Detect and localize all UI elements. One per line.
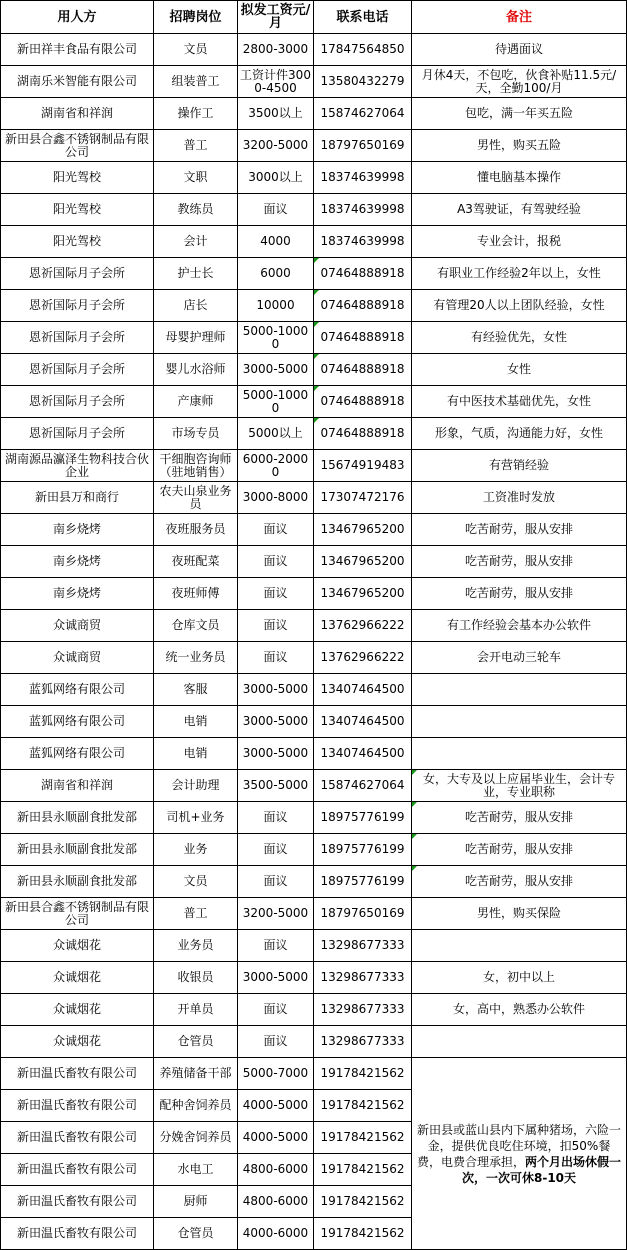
cell-employer: 众诚烟花	[1, 930, 154, 962]
table-row	[1, 898, 627, 930]
table-row	[1, 866, 627, 898]
cell-salary: 3000-5000	[238, 738, 314, 770]
header-row	[1, 1, 627, 34]
table-row	[1, 514, 627, 546]
cell-position: 文员	[154, 866, 238, 898]
cell-employer: 新田县永顺副食批发部	[1, 834, 154, 866]
cell-employer: 新田温氏畜牧有限公司	[1, 1058, 154, 1090]
table-row	[1, 834, 627, 866]
cell-salary: 5000-10000	[238, 322, 314, 354]
cell-employer: 新田县永顺副食批发部	[1, 802, 154, 834]
cell-salary: 3200-5000	[238, 130, 314, 162]
cell-phone: 18797650169	[314, 130, 412, 162]
cell-position: 普工	[154, 898, 238, 930]
cell-note: A3驾驶证，有驾驶经验	[412, 194, 627, 226]
cell-position: 夜班师傅	[154, 578, 238, 610]
cell-position: 产康师	[154, 386, 238, 418]
cell-employer: 新田祥丰食品有限公司	[1, 34, 154, 66]
cell-position: 市场专员	[154, 418, 238, 450]
cell-employer: 蓝狐网络有限公司	[1, 738, 154, 770]
cell-phone: 07464888918	[314, 354, 412, 386]
cell-position: 司机+业务	[154, 802, 238, 834]
cell-note	[412, 738, 627, 770]
cell-employer: 阳光驾校	[1, 194, 154, 226]
cell-salary: 面议	[238, 578, 314, 610]
table-row	[1, 98, 627, 130]
table-row	[1, 738, 627, 770]
cell-phone: 19178421562	[314, 1090, 412, 1122]
cell-note: 男性，购买五险	[412, 130, 627, 162]
header-phone: 联系电话	[314, 1, 412, 34]
table-row	[1, 194, 627, 226]
cell-salary: 5000-10000	[238, 386, 314, 418]
table-body	[1, 34, 627, 1250]
cell-position: 统一业务员	[154, 642, 238, 674]
cell-phone: 13580432279	[314, 66, 412, 98]
cell-phone: 18374639998	[314, 194, 412, 226]
cell-position: 婴儿水浴师	[154, 354, 238, 386]
cell-salary: 3000-5000	[238, 962, 314, 994]
cell-employer: 南乡烧烤	[1, 546, 154, 578]
cell-salary: 面议	[238, 834, 314, 866]
cell-position: 水电工	[154, 1154, 238, 1186]
cell-phone: 13467965200	[314, 546, 412, 578]
cell-phone: 19178421562	[314, 1218, 412, 1250]
table-row	[1, 482, 627, 514]
cell-note: 女，高中，熟悉办公软件	[412, 994, 627, 1026]
cell-employer: 湖南源品瀛泽生物科技合伙企业	[1, 450, 154, 482]
table-row	[1, 802, 627, 834]
cell-phone: 13762966222	[314, 642, 412, 674]
header-employer: 用人方	[1, 1, 154, 34]
cell-position: 夜班服务员	[154, 514, 238, 546]
cell-phone: 18374639998	[314, 226, 412, 258]
cell-note	[412, 1026, 627, 1058]
table-row	[1, 546, 627, 578]
cell-position: 业务员	[154, 930, 238, 962]
cell-employer: 湖南省和祥润	[1, 98, 154, 130]
cell-phone: 07464888918	[314, 290, 412, 322]
cell-position: 护士长	[154, 258, 238, 290]
cell-employer: 蓝狐网络有限公司	[1, 674, 154, 706]
cell-salary: 3000以上	[238, 162, 314, 194]
table-row	[1, 34, 627, 66]
cell-employer: 湖南省和祥润	[1, 770, 154, 802]
cell-phone: 18374639998	[314, 162, 412, 194]
cell-employer: 新田县合鑫不锈钢制品有限公司	[1, 898, 154, 930]
cell-employer: 新田县合鑫不锈钢制品有限公司	[1, 130, 154, 162]
cell-position: 仓管员	[154, 1026, 238, 1058]
cell-note: 月休4天，不包吃，伙食补贴11.5元/天，全勤100/月	[412, 66, 627, 98]
cell-phone: 13762966222	[314, 610, 412, 642]
cell-employer: 新田温氏畜牧有限公司	[1, 1186, 154, 1218]
cell-salary: 2800-3000	[238, 34, 314, 66]
cell-phone: 13298677333	[314, 930, 412, 962]
cell-note: 吃苦耐劳，服从安排	[412, 546, 627, 578]
cell-salary: 6000-20000	[238, 450, 314, 482]
cell-salary: 6000	[238, 258, 314, 290]
cell-position: 文职	[154, 162, 238, 194]
cell-salary: 5000以上	[238, 418, 314, 450]
cell-employer: 新田县永顺副食批发部	[1, 866, 154, 898]
cell-note: 工资准时发放	[412, 482, 627, 514]
cell-note: 吃苦耐劳，服从安排	[412, 514, 627, 546]
cell-salary: 面议	[238, 1026, 314, 1058]
cell-position: 电销	[154, 706, 238, 738]
cell-salary: 4800-6000	[238, 1186, 314, 1218]
cell-salary: 面议	[238, 866, 314, 898]
cell-salary: 10000	[238, 290, 314, 322]
cell-phone: 13467965200	[314, 578, 412, 610]
cell-phone: 13467965200	[314, 514, 412, 546]
cell-employer: 新田温氏畜牧有限公司	[1, 1122, 154, 1154]
table-row	[1, 770, 627, 802]
cell-note: 吃苦耐劳，服从安排	[412, 866, 627, 898]
cell-employer: 南乡烧烤	[1, 578, 154, 610]
cell-phone: 19178421562	[314, 1122, 412, 1154]
cell-salary: 5000-7000	[238, 1058, 314, 1090]
cell-salary: 3000-5000	[238, 354, 314, 386]
cell-position: 教练员	[154, 194, 238, 226]
cell-phone: 18797650169	[314, 898, 412, 930]
cell-phone: 07464888918	[314, 322, 412, 354]
table-row	[1, 1026, 627, 1058]
table-row	[1, 930, 627, 962]
cell-position: 干细胞咨询师（驻地销售）	[154, 450, 238, 482]
cell-phone: 13298677333	[314, 994, 412, 1026]
table-row	[1, 642, 627, 674]
table-row	[1, 994, 627, 1026]
merged-note-bold-text: 两个月出场休假一次，一次可休8-10天	[461, 1154, 622, 1185]
cell-position: 会计助理	[154, 770, 238, 802]
cell-salary: 面议	[238, 610, 314, 642]
cell-position: 仓管员	[154, 1218, 238, 1250]
table-row	[1, 258, 627, 290]
cell-salary: 4000-5000	[238, 1122, 314, 1154]
cell-employer: 阳光驾校	[1, 226, 154, 258]
cell-employer: 恩祈国际月子会所	[1, 290, 154, 322]
cell-phone: 07464888918	[314, 258, 412, 290]
cell-employer: 南乡烧烤	[1, 514, 154, 546]
cell-phone: 19178421562	[314, 1154, 412, 1186]
cell-position: 配种舍饲养员	[154, 1090, 238, 1122]
cell-note: 待遇面议	[412, 34, 627, 66]
cell-employer: 新田县万和商行	[1, 482, 154, 514]
cell-position: 文员	[154, 34, 238, 66]
cell-note: 形象，气质，沟通能力好，女性	[412, 418, 627, 450]
cell-note: 会开电动三轮车	[412, 642, 627, 674]
cell-phone: 15874627064	[314, 98, 412, 130]
cell-note-merged	[412, 1058, 627, 1250]
cell-employer: 蓝狐网络有限公司	[1, 706, 154, 738]
cell-employer: 众诚烟花	[1, 1026, 154, 1058]
cell-note	[412, 930, 627, 962]
cell-phone: 19178421562	[314, 1058, 412, 1090]
cell-salary: 面议	[238, 802, 314, 834]
cell-employer: 新田温氏畜牧有限公司	[1, 1218, 154, 1250]
cell-position: 普工	[154, 130, 238, 162]
cell-position: 开单员	[154, 994, 238, 1026]
header-note: 备注	[412, 1, 627, 34]
cell-position: 业务	[154, 834, 238, 866]
cell-salary: 面议	[238, 642, 314, 674]
cell-employer: 众诚商贸	[1, 610, 154, 642]
cell-position: 仓库文员	[154, 610, 238, 642]
cell-employer: 众诚烟花	[1, 994, 154, 1026]
cell-phone: 18975776199	[314, 866, 412, 898]
table-row	[1, 674, 627, 706]
cell-note: 包吃，满一年买五险	[412, 98, 627, 130]
cell-note	[412, 706, 627, 738]
cell-salary: 4000-6000	[238, 1218, 314, 1250]
table-row	[1, 706, 627, 738]
table-row	[1, 226, 627, 258]
cell-position: 店长	[154, 290, 238, 322]
table-row	[1, 290, 627, 322]
table-row	[1, 66, 627, 98]
cell-salary: 面议	[238, 514, 314, 546]
table-row	[1, 1058, 627, 1090]
cell-phone: 17307472176	[314, 482, 412, 514]
cell-employer: 湖南乐米智能有限公司	[1, 66, 154, 98]
cell-employer: 恩祈国际月子会所	[1, 418, 154, 450]
cell-phone: 13298677333	[314, 1026, 412, 1058]
cell-salary: 3500以上	[238, 98, 314, 130]
merged-note-text: 新田县或蓝山县内下属种猪场，六险一金，提供优良吃住环境，扣50%餐费，电费合理承担，	[416, 1122, 621, 1169]
table-row	[1, 578, 627, 610]
cell-salary: 4000	[238, 226, 314, 258]
cell-phone: 13298677333	[314, 962, 412, 994]
table-row	[1, 354, 627, 386]
cell-phone: 15674919483	[314, 450, 412, 482]
cell-salary: 工资计件3000-4500	[238, 66, 314, 98]
cell-phone: 18975776199	[314, 802, 412, 834]
table-row	[1, 322, 627, 354]
cell-note: 有工作经验会基本办公软件	[412, 610, 627, 642]
cell-position: 母婴护理师	[154, 322, 238, 354]
cell-phone: 19178421562	[314, 1186, 412, 1218]
cell-salary: 面议	[238, 194, 314, 226]
cell-phone: 07464888918	[314, 386, 412, 418]
cell-salary: 4800-6000	[238, 1154, 314, 1186]
cell-phone: 17847564850	[314, 34, 412, 66]
cell-employer: 新田温氏畜牧有限公司	[1, 1154, 154, 1186]
cell-phone: 15874627064	[314, 770, 412, 802]
cell-note: 吃苦耐劳，服从安排	[412, 802, 627, 834]
table-row	[1, 162, 627, 194]
cell-position: 组装普工	[154, 66, 238, 98]
cell-note: 有管理20人以上团队经验，女性	[412, 290, 627, 322]
cell-position: 农夫山泉业务员	[154, 482, 238, 514]
cell-employer: 新田温氏畜牧有限公司	[1, 1090, 154, 1122]
cell-salary: 3000-5000	[238, 674, 314, 706]
cell-note: 吃苦耐劳，服从安排	[412, 834, 627, 866]
cell-position: 收银员	[154, 962, 238, 994]
cell-note: 女性	[412, 354, 627, 386]
cell-phone: 13407464500	[314, 738, 412, 770]
cell-salary: 3000-8000	[238, 482, 314, 514]
cell-employer: 恩祈国际月子会所	[1, 322, 154, 354]
cell-employer: 阳光驾校	[1, 162, 154, 194]
table-row	[1, 610, 627, 642]
cell-position: 养殖储备干部	[154, 1058, 238, 1090]
cell-employer: 众诚商贸	[1, 642, 154, 674]
cell-employer: 恩祈国际月子会所	[1, 258, 154, 290]
cell-salary: 3500-5000	[238, 770, 314, 802]
cell-note	[412, 674, 627, 706]
cell-note: 有营销经验	[412, 450, 627, 482]
table-row	[1, 418, 627, 450]
cell-note: 有经验优先，女性	[412, 322, 627, 354]
cell-phone: 18975776199	[314, 834, 412, 866]
header-salary: 拟发工资元/月	[238, 1, 314, 34]
cell-salary: 面议	[238, 994, 314, 1026]
cell-phone: 07464888918	[314, 418, 412, 450]
cell-position: 客服	[154, 674, 238, 706]
table-row	[1, 130, 627, 162]
table-row	[1, 962, 627, 994]
cell-note: 专业会计，报税	[412, 226, 627, 258]
cell-salary: 3200-5000	[238, 898, 314, 930]
cell-note: 吃苦耐劳，服从安排	[412, 578, 627, 610]
cell-position: 夜班配菜	[154, 546, 238, 578]
cell-note: 女，初中以上	[412, 962, 627, 994]
cell-salary: 4000-5000	[238, 1090, 314, 1122]
cell-phone: 13407464500	[314, 674, 412, 706]
cell-salary: 面议	[238, 546, 314, 578]
cell-salary: 3000-5000	[238, 706, 314, 738]
cell-note: 男性，购买保险	[412, 898, 627, 930]
cell-position: 电销	[154, 738, 238, 770]
cell-employer: 众诚烟花	[1, 962, 154, 994]
cell-position: 分娩舍饲养员	[154, 1122, 238, 1154]
cell-employer: 恩祈国际月子会所	[1, 354, 154, 386]
cell-position: 操作工	[154, 98, 238, 130]
header-position: 招聘岗位	[154, 1, 238, 34]
cell-position: 厨师	[154, 1186, 238, 1218]
cell-note: 有职业工作经验2年以上，女性	[412, 258, 627, 290]
table-row	[1, 450, 627, 482]
cell-salary: 面议	[238, 930, 314, 962]
cell-note: 有中医技术基础优先，女性	[412, 386, 627, 418]
cell-note: 女，大专及以上应届毕业生，会计专业，专业职称	[412, 770, 627, 802]
cell-position: 会计	[154, 226, 238, 258]
cell-employer: 恩祈国际月子会所	[1, 386, 154, 418]
cell-phone: 13407464500	[314, 706, 412, 738]
table-row	[1, 386, 627, 418]
cell-note: 懂电脑基本操作	[412, 162, 627, 194]
